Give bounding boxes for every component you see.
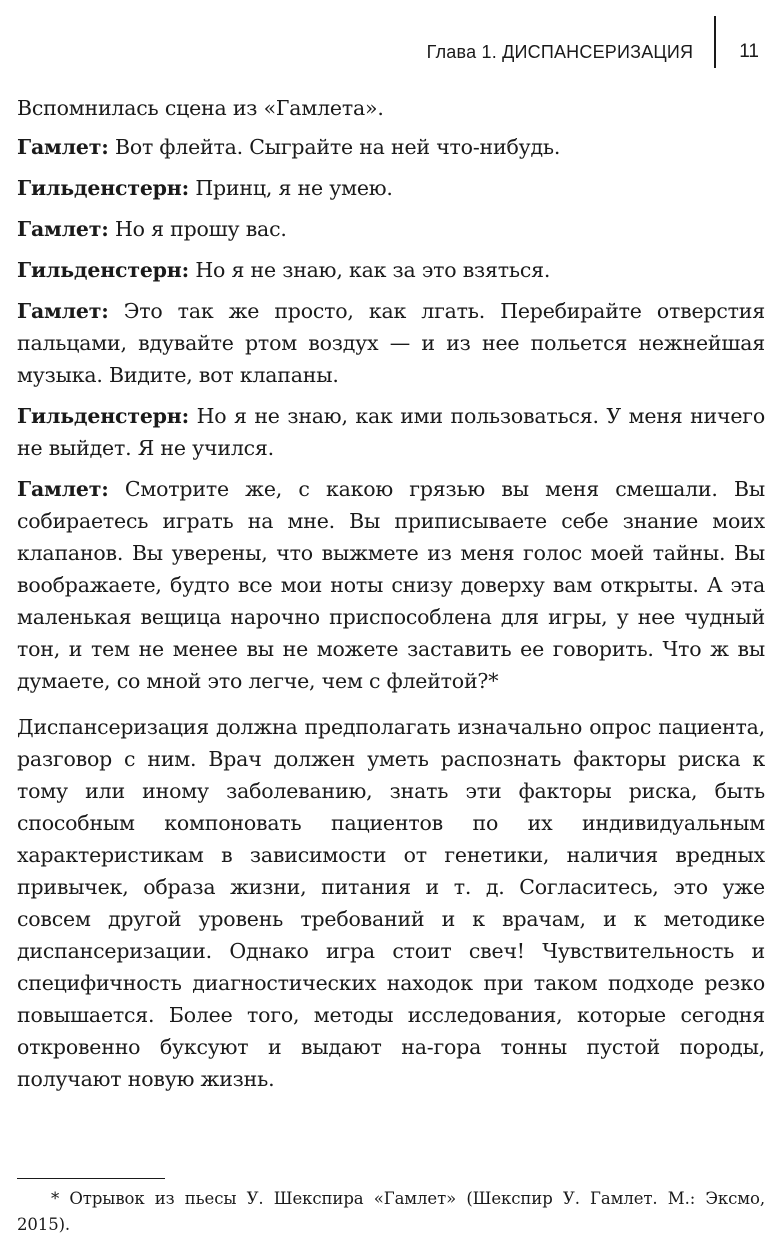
dialogue-text: Это так же просто, как лгать. Перебирайте отверстия пальцами, вдувайте ртом воздух — и из нее польется нежнейшая музыка. Видите, вот клапаны. <box>17 299 765 387</box>
speaker-name: Гильденстерн: <box>17 258 189 282</box>
running-header <box>427 38 759 66</box>
speaker-name: Гамлет: <box>17 217 109 241</box>
dialogue-text: Вот флейта. Сыграйте на ней что-нибудь. <box>114 135 561 159</box>
speaker-name: Гамлет: <box>17 135 109 159</box>
dialogue-line <box>17 400 765 464</box>
speaker-name: Гамлет: <box>17 299 109 323</box>
speaker-name: Гамлет: <box>17 477 109 501</box>
dialogue-line <box>17 254 765 286</box>
dialogue-text: Смотрите же, с какою грязью вы меня смешали. Вы собираетесь играть на мне. Вы приписываете себе знание моих клапанов. Вы уверены, что выжмете из меня голос моей тайны. Вы воображаете, будто все мои ноты снизу доверху вам открыты. А эта маленькая вещица нарочно приспособлена для игры, у нее чудный тон, и тем не менее вы не можете заставить ее говорить. Что ж вы думаете, со мной это легче, чем с флейтой?* <box>17 477 765 693</box>
dialogue-text: Но я не знаю, как за это взяться. <box>195 258 551 282</box>
body-paragraph: Диспансеризация должна предполагать изначально опрос пациента, разговор с ним. Врач должен уметь распознать факторы риска к тому или иному заболеванию, знать эти факторы риска, быть способным компоновать пациентов по их индивидуальным характеристикам в зависимости от генетики, наличия вредных привычек, образа жизни, питания и т. д. Согласитесь, это уже совсем другой уровень требований и к врачам, и к методике диспансеризации. Однако игра стоит свеч! Чувствительность и специфичность диагностических находок при таком подходе резко повышается. Более того, методы исследования, которые сегодня откровенно буксуют и выдают на-гора тонны пустой породы, получают новую жизнь. <box>17 715 765 1091</box>
intro-line: Вспомнилась сцена из «Гамлета». <box>17 96 384 120</box>
dialogue-line <box>17 473 765 697</box>
speaker-name: Гильденстерн: <box>17 176 189 200</box>
chapter-title: Глава 1. ДИСПАНСЕРИЗАЦИЯ <box>426 41 694 62</box>
dialogue-text: Но я не знаю, как ими пользоваться. У меня ничего не выйдет. Я не учился. <box>17 404 765 460</box>
page-body <box>17 92 765 1104</box>
page-number: 11 <box>739 41 759 62</box>
footnote: * Отрывок из пьесы У. Шекспира «Гамлет» (Шекспир У. Гамлет. М.: Эксмо, 2015). <box>17 1189 765 1234</box>
dialogue-line <box>17 213 765 245</box>
dialogue-line <box>17 172 765 204</box>
dialogue-text: Но я прошу вас. <box>114 217 287 241</box>
speaker-name: Гильденстерн: <box>17 404 189 428</box>
dialogue-line <box>17 131 765 163</box>
dialogue-text: Принц, я не умею. <box>195 176 393 200</box>
dialogue-line <box>17 295 765 391</box>
footnote-divider <box>17 1178 165 1179</box>
